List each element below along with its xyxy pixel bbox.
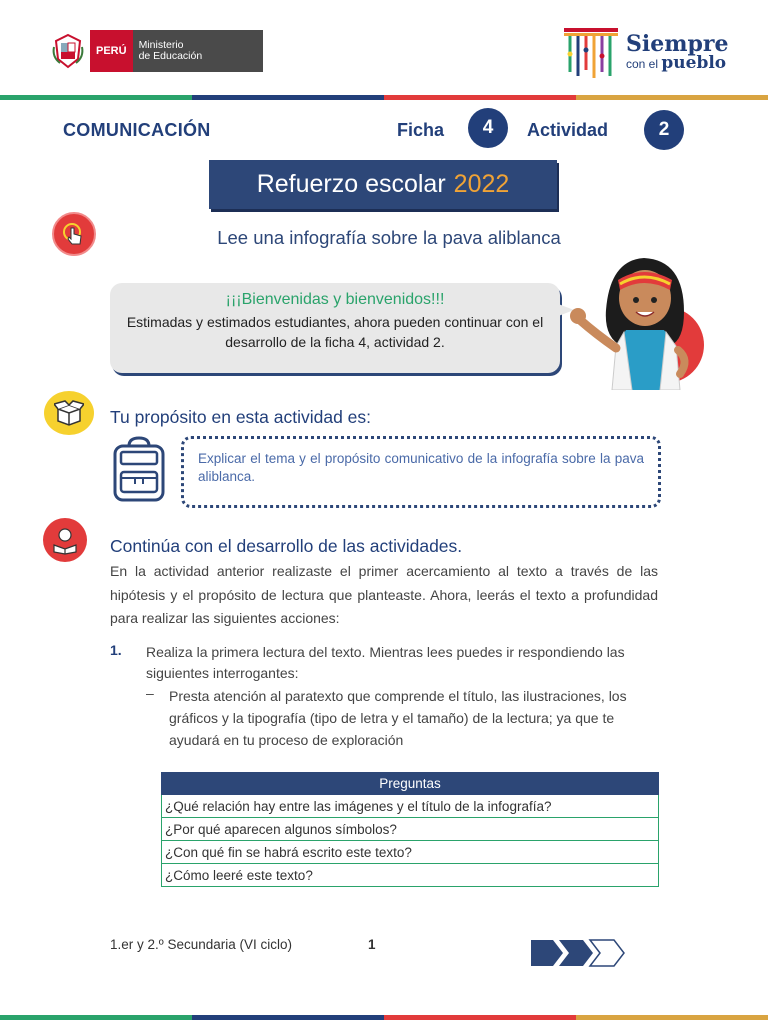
- top-color-stripe: [0, 95, 768, 100]
- ministry-name: [133, 30, 263, 72]
- reading-title: Lee una infografía sobre la pava aliblanca: [217, 227, 561, 248]
- backpack-icon: [107, 436, 171, 504]
- ficha-label: Ficha: [397, 120, 445, 140]
- question-cell: ¿Con qué fin se habrá escrito este texto?: [162, 841, 659, 864]
- question-cell: ¿Cómo leeré este texto?: [162, 864, 659, 887]
- banner-year: 2022: [453, 170, 510, 198]
- chevron-right-icon: [531, 940, 563, 966]
- step-text: Realiza la primera lectura del texto. Mientras lees puedes ir respondiendo las siguientes interrogantes:: [146, 644, 625, 681]
- bottom-color-stripe: [0, 1015, 768, 1020]
- continue-title: Continúa con el desarrollo de las actividades.: [110, 536, 463, 556]
- open-box-icon: [44, 391, 94, 435]
- threads-logo-icon: [562, 24, 620, 80]
- siempre-logo: [562, 22, 732, 82]
- refuerzo-banner: [209, 160, 557, 209]
- slogan: [626, 30, 729, 73]
- welcome-bubble: [110, 283, 560, 373]
- subject-title: COMUNICACIÓN: [63, 120, 211, 140]
- slogan-line-2: [626, 52, 729, 73]
- student-reading-icon: [43, 518, 87, 562]
- footer-level: 1.er y 2.º Secundaria (VI ciclo): [110, 937, 293, 952]
- purpose-box: [181, 436, 661, 508]
- peru-label: PERÚ: [90, 30, 133, 72]
- activity-label: Actividad: [527, 120, 609, 140]
- question-cell: ¿Por qué aparecen algunos símbolos?: [162, 818, 659, 841]
- questions-header: Preguntas: [162, 773, 659, 795]
- sub-step-text: Presta atención al paratexto que comprende el título, las ilustraciones, los gráficos y la tipografía (tipo de letra y el tamaño) de la lectura; ya que te ayudará en tu proceso de exploración: [169, 688, 627, 748]
- table-row: [162, 818, 659, 841]
- welcome-text: Estimadas y estimados estudiantes, ahora pueden continuar con el desarrollo de la ficha 4, actividad 2.: [126, 314, 544, 350]
- slogan-line-2b: pueblo: [661, 52, 727, 73]
- ministry-line-1: Ministerio: [138, 39, 184, 51]
- chevron-right-icon: [590, 940, 624, 966]
- purpose-title: Tu propósito en esta actividad es:: [110, 407, 372, 427]
- slogan-line-2a: con el: [626, 56, 659, 71]
- table-row: [162, 795, 659, 818]
- chevron-right-icon: [559, 940, 593, 966]
- ficha-number-badge: 4: [468, 108, 508, 148]
- purpose-text: Explicar el tema y el propósito comunicativo de la infografía sobre la pava aliblanca.: [198, 451, 644, 484]
- ministry-line-2: de Educación: [138, 50, 203, 62]
- continue-paragraph: En la actividad anterior realizaste el primer acercamiento al texto a través de las hipótesis y el propósito de lectura que planteaste. Ahora, leerás el texto a profundidad para realizar las siguientes acciones:: [110, 563, 658, 626]
- step-number: 1.: [110, 642, 122, 658]
- table-row: [162, 864, 659, 887]
- cheering-student-illustration: [566, 250, 710, 390]
- welcome-heading: ¡¡¡Bienvenidas y bienvenidos!!!: [225, 291, 445, 308]
- next-arrows[interactable]: [531, 939, 627, 967]
- sub-bullet: –: [146, 685, 154, 701]
- activity-number-badge: 2: [644, 110, 684, 150]
- questions-table: [161, 772, 659, 887]
- shield-crest-icon: [50, 31, 86, 71]
- minedu-logo: [50, 30, 263, 72]
- page-number: 1: [368, 937, 376, 952]
- question-cell: ¿Qué relación hay entre las imágenes y el título de la infografía?: [162, 795, 659, 818]
- table-row: [162, 841, 659, 864]
- slogan-line-1: Siempre: [626, 30, 729, 57]
- banner-text: Refuerzo escolar: [256, 170, 446, 198]
